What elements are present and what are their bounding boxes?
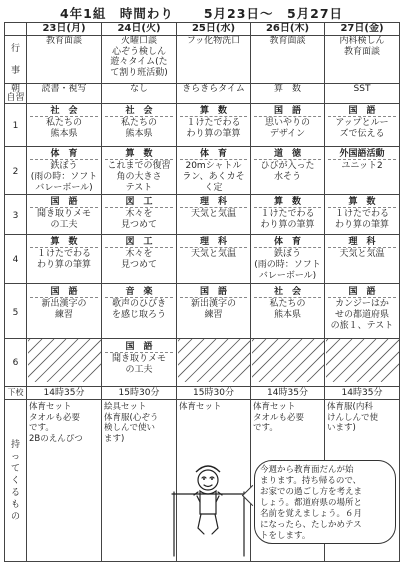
label-char: る [10,487,20,498]
event-line: て割り班活動) [110,67,168,78]
period-number: 5 [5,284,27,339]
subject-name: 社 会 [254,287,321,298]
label-char: 自習 [6,92,25,103]
unit-line: 鉄ぼう [273,249,301,259]
morning-cell: SST [325,84,400,104]
message-line: しょう。都道府県の場所と [260,498,363,508]
unit-line: 木々を [125,249,153,259]
unit-line: の工夫 [125,365,153,375]
event-line: 教育面談 [269,36,306,46]
unit-line: 新出漢字の [41,299,87,309]
class-cell [102,104,177,147]
class-cell [325,235,400,284]
unit-line: 木々を [125,209,153,219]
no-class-cell [177,339,251,387]
event-line: フッ化物洗口 [186,36,241,46]
dismissal-row [5,387,400,400]
message-line: 名前を覚えましょう。６月 [260,509,363,519]
event-cell [177,36,251,84]
class-title: 4年1組 時間わり [59,6,174,21]
message-line: 今週から教育面だんが始 [260,465,354,475]
unit-line: の旅１、テスト [330,321,394,331]
belongings-line: 2Bのえんぴつ [29,433,83,444]
events-row [5,36,400,84]
label-char: て [10,463,20,474]
class-cell [177,147,251,195]
day-header: 24日(火) [102,23,177,36]
class-cell [27,104,102,147]
no-class-hatch [326,339,400,382]
message-line: トをします。 [260,531,311,541]
unit-line: 鉄ぼう [50,161,78,171]
class-cell [102,195,177,235]
subject-name: 図 工 [105,237,173,248]
unit-line: く定 [204,183,223,193]
event-cell [251,36,325,84]
label-char: 朝 [10,83,20,94]
morning-cell: 算 数 [251,84,325,104]
unit-line: せの都道府県 [334,310,389,320]
unit-line: カンジーはか [335,299,389,309]
belongings-line: タオルも必要 [29,412,81,423]
event-line: 心ぞう検しん [111,46,166,57]
period-number: 4 [5,235,27,284]
unit-line: 練習 [204,310,223,320]
subject-name: 国 語 [328,106,396,117]
morning-cell: なし [102,84,177,104]
period-number: 2 [5,147,27,195]
class-cell [27,284,102,339]
header-row [5,23,400,36]
event-cell [102,36,177,84]
subject-name: 理 科 [328,237,396,248]
class-cell [251,147,325,195]
row-label-morning [5,84,27,104]
subject-name: 体 育 [180,149,247,160]
class-cell [177,104,251,147]
unit-line: 私たちの [120,118,157,128]
day-header: 23日(月) [27,23,102,36]
class-cell [102,235,177,284]
label-char: の [10,511,20,522]
class-cell [102,339,177,387]
belongings-line: 体育セット [179,402,222,412]
subject-name: 音 楽 [105,287,173,298]
teacher-message-bubble [254,460,396,544]
unit-line: 練習 [54,310,73,320]
unit-line: バレーボール) [35,183,93,193]
period-number: 3 [5,195,27,235]
period-row-3 [5,195,400,235]
subject-name: 算 数 [105,149,173,160]
unit-line: わり算の筆算 [260,220,315,230]
belongings-cell [102,400,177,562]
message-line: になったら、たしかめテス [260,520,362,530]
class-cell [325,104,400,147]
page-title [0,4,403,22]
event-line: 教育面談 [45,36,82,46]
dismissal-time: 14時35分 [325,387,400,400]
period-row-6 [5,339,400,387]
period-row-4 [5,235,400,284]
unit-line: ラン、あくカそ [182,172,245,182]
dismissal-time: 14時35分 [251,387,325,400]
period-row-5 [5,284,400,339]
unit-line: バレーボール) [258,271,317,281]
label-char: も [10,499,20,510]
class-cell [27,195,102,235]
subject-name: 体 育 [30,149,98,160]
unit-line: 聞き取りメモ [36,209,91,219]
unit-line: 熊本県 [50,129,78,139]
unit-line: ひびが入った [260,161,315,171]
subject-name: 図 工 [105,197,173,208]
unit-line: (雨の時：ソフト [254,260,321,270]
unit-line: 熊本県 [273,310,301,320]
unit-line: わり算の筆算 [186,129,241,139]
morning-study-row [5,84,400,104]
subject-name: 算 数 [328,197,396,208]
subject-name: 社 会 [30,106,98,117]
class-cell [27,235,102,284]
subject-name: 国 語 [180,287,247,298]
class-cell [251,235,325,284]
class-cell [177,235,251,284]
label-char: 持 [10,439,20,450]
belongings-line: ます) [104,433,125,444]
no-class-cell [325,339,400,387]
unit-line: 天気と気温 [339,249,385,259]
belongings-line: 検しんで使い [104,423,156,433]
event-line: 火曜口談 [120,36,157,46]
dismissal-time: 15時30分 [102,387,177,400]
label-char: 事 [10,65,20,76]
unit-line: 新出漢字の [190,299,236,309]
unit-line: 角の大きさ [116,172,162,182]
date-range: 5月23日〜 5月27日 [203,6,344,21]
class-cell [251,284,325,339]
belongings-line: 体育服(心ぞう [104,412,159,423]
dismissal-time: 14時35分 [27,387,102,400]
class-cell [325,284,400,339]
no-class-cell [251,339,325,387]
unit-line: １けたでわる [186,118,241,128]
unit-line: (雨の時：ソフト [30,172,98,182]
subject-name: 社 会 [105,106,173,117]
class-cell [27,147,102,195]
class-cell [325,147,400,195]
unit-line: ユニット2 [341,161,383,171]
child-on-bar-illustration [168,462,250,558]
period-row-1 [5,104,400,147]
class-cell [102,284,177,339]
unit-line: テスト [125,183,153,193]
period-number: 1 [5,104,27,147]
event-line: 遊々タイム(た [110,57,168,67]
dismissal-time: 15時30分 [177,387,251,400]
subject-name: 算 数 [30,237,98,248]
unit-line: 天気と気温 [190,209,236,219]
day-header: 27日(金) [325,23,400,36]
unit-line: 私たちの [269,299,306,309]
unit-line: 熊本県 [125,129,153,139]
unit-line: これまでの復習 [107,161,171,171]
no-class-cell [27,339,102,387]
subject-name: 国 語 [105,342,173,353]
class-cell [325,195,400,235]
class-cell [177,284,251,339]
unit-line: わり算の筆算 [334,220,389,230]
class-cell [251,195,325,235]
morning-cell: 読書・視写 [27,84,102,104]
class-cell [102,147,177,195]
subject-name: 算 数 [254,197,321,208]
subject-name: 理 科 [180,197,247,208]
class-cell [177,195,251,235]
unit-line: 思いやりの [264,118,310,128]
unit-line: を感じ取ろう [111,310,166,320]
morning-cell: きらきらタイム [177,84,251,104]
event-line: 教育面談 [343,46,380,57]
unit-line: 私たちの [45,118,82,128]
label-char: く [10,475,20,486]
event-cell [27,36,102,84]
message-line: まります。持ち帰るので、 [260,476,362,486]
label-char: 行 [10,43,20,54]
unit-line: 見つめて [120,260,157,270]
subject-name: 国 語 [30,287,98,298]
unit-line: 天気と気温 [190,249,236,259]
belongings-line: います) [327,423,356,433]
unit-line: 水そう [273,172,301,182]
belongings-cell [27,400,102,562]
belongings-line: タオルも必要 [253,412,305,423]
event-cell [325,36,400,84]
unit-line: 見つめて [120,220,157,230]
no-class-hatch [28,339,102,382]
unit-line: １けたでわる [36,249,91,259]
day-header: 25日(水) [177,23,251,36]
unit-line: アップとルー [335,118,389,128]
unit-line: 聞き取りメモ [111,354,166,364]
belongings-line: です。 [29,423,54,433]
unit-line: １けたでわる [334,209,389,219]
belongings-line: です。 [253,423,278,433]
period-row-2 [5,147,400,195]
unit-line: デザイン [269,129,306,139]
row-label-dismissal: 下校 [5,387,27,400]
corner-cell [5,23,27,36]
belongings-line: 体育セット [253,402,296,412]
belongings-line: 絵具セット [104,402,147,412]
row-label-events [5,36,27,84]
class-cell [251,104,325,147]
unit-line: 20mシャトル [185,161,242,171]
subject-name: 国 語 [328,287,396,298]
no-class-hatch [178,339,251,382]
subject-name: 国 語 [30,197,98,208]
subject-name: 理 科 [180,237,247,248]
belongings-line: 体育セット [29,402,72,412]
subject-name: 国 語 [254,106,321,117]
row-label-belongings [5,400,27,562]
period-number: 6 [5,339,27,387]
message-line: お家での過ごし方を考えま [260,487,363,497]
unit-line: の工夫 [50,220,78,230]
unit-line: １けたでわる [260,209,315,219]
unit-line: 歌声のひびき [111,299,166,309]
unit-line: わり算の筆算 [36,260,91,270]
subject-name: 算 数 [180,106,247,117]
subject-name: 外国語活動 [328,149,396,160]
label-char: っ [10,451,20,462]
no-class-hatch [252,339,325,382]
subject-name: 道 徳 [254,149,321,160]
day-header: 26日(木) [251,23,325,36]
unit-line: ズで伝える [339,129,385,139]
event-line: 内科検しん [339,36,385,46]
subject-name: 体 育 [254,237,321,248]
belongings-line: 体育服(内科 [327,402,373,412]
belongings-line: けんしんで使 [327,412,379,423]
